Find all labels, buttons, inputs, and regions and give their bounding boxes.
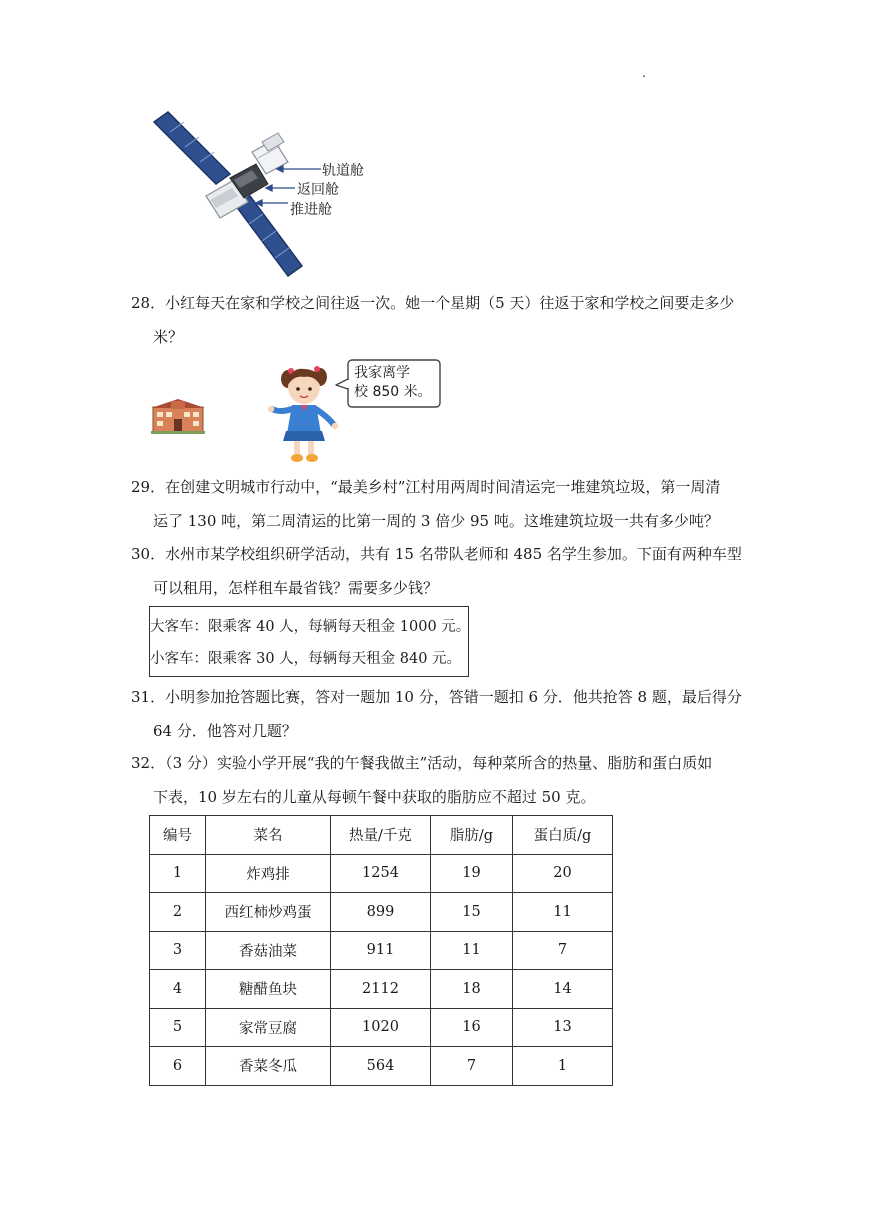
question-28 xyxy=(131,286,741,354)
q30-line1: 30．水州市某学校组织研学活动，共有 15 名带队老师和 485 名学生参加。下面有两种车型 xyxy=(131,545,742,563)
question-29 xyxy=(131,470,741,538)
q31-line1: 31．小明参加抢答题比赛，答对一题加 10 分，答错一题扣 6 分．他共抢答 8 题，最后得分 xyxy=(131,688,742,706)
table-cell: 7 xyxy=(431,1047,513,1086)
vehicle-rental-box xyxy=(149,606,469,677)
table-row xyxy=(150,1008,613,1047)
speech-bubble-text xyxy=(354,364,432,402)
table-cell: 1 xyxy=(150,854,206,893)
table-cell: 18 xyxy=(431,970,513,1009)
table-row xyxy=(150,970,613,1009)
table-cell: 1 xyxy=(513,1047,613,1086)
q28-line1: 28．小红每天在家和学校之间往返一次。她一个星期（5 天）往返于家和学校之间要走多少 xyxy=(131,294,735,312)
nutrition-table xyxy=(149,815,613,1086)
header-cell: 蛋白质/g xyxy=(513,816,613,855)
label-return-capsule: 返回舱 xyxy=(297,182,339,198)
q30-line2: 可以租用，怎样租车最省钱？需要多少钱？ xyxy=(153,579,439,597)
solar-panel-upper xyxy=(154,112,230,184)
table-cell: 4 xyxy=(150,970,206,1009)
table-cell: 11 xyxy=(431,931,513,970)
q32-line2: 下表，10 岁左右的儿童从每顿午餐中获取的脂肪应不超过 50 克。 xyxy=(153,788,596,806)
label-orbital-module: 轨道舱 xyxy=(322,163,364,179)
table-row xyxy=(150,854,613,893)
header-cell: 脂肪/g xyxy=(431,816,513,855)
table-cell: 糖醋鱼块 xyxy=(206,970,331,1009)
table-cell: 911 xyxy=(331,931,431,970)
q29-line2: 运了 130 吨，第二周清运的比第一周的 3 倍少 95 吨。这堆建筑垃圾一共有多少吨？ xyxy=(153,512,719,530)
q32-line1: 32．（3 分）实验小学开展“我的午餐我做主”活动，每种菜所含的热量、脂肪和蛋白质如 xyxy=(131,754,713,772)
table-cell: 3 xyxy=(150,931,206,970)
table-cell: 6 xyxy=(150,1047,206,1086)
q29-line1: 29．在创建文明城市行动中，“最美乡村”江村用两周时间清运完一堆建筑垃圾，第一周清 xyxy=(131,478,721,496)
table-row xyxy=(150,1047,613,1086)
label-propulsion-module: 推进舱 xyxy=(290,202,332,218)
table-cell: 炸鸡排 xyxy=(206,854,331,893)
table-cell: 564 xyxy=(331,1047,431,1086)
table-cell: 香菇油菜 xyxy=(206,931,331,970)
table-cell: 14 xyxy=(513,970,613,1009)
header-cell: 编号 xyxy=(150,816,206,855)
table-cell: 香菜冬瓜 xyxy=(206,1047,331,1086)
table-cell: 2 xyxy=(150,893,206,932)
question-32 xyxy=(131,746,741,814)
q31-line2: 64 分．他答对几题？ xyxy=(153,722,297,740)
table-cell: 11 xyxy=(513,893,613,932)
table-cell: 7 xyxy=(513,931,613,970)
table-cell: 19 xyxy=(431,854,513,893)
table-cell: 16 xyxy=(431,1008,513,1047)
table-cell: 2112 xyxy=(331,970,431,1009)
table-cell: 5 xyxy=(150,1008,206,1047)
bus-small-info: 小客车：限乘客 30 人，每辆每天租金 840 元。 xyxy=(150,651,462,667)
table-cell: 1254 xyxy=(331,854,431,893)
table-row xyxy=(150,931,613,970)
question-31 xyxy=(131,680,741,748)
table-cell: 20 xyxy=(513,854,613,893)
table-cell: 西红柿炒鸡蛋 xyxy=(206,893,331,932)
bubble-line2: 校 850 米。 xyxy=(354,384,432,400)
table-row xyxy=(150,893,613,932)
girl-figure xyxy=(268,359,344,465)
table-cell: 家常豆腐 xyxy=(206,1008,331,1047)
table-header-row xyxy=(150,816,613,855)
header-cell: 热量/千克 xyxy=(331,816,431,855)
table-cell: 15 xyxy=(431,893,513,932)
school-building-icon xyxy=(151,397,205,434)
bubble-line1: 我家离学 xyxy=(354,365,410,381)
top-mark: . xyxy=(642,66,646,80)
table-cell: 899 xyxy=(331,893,431,932)
question-30 xyxy=(131,537,741,605)
table-cell: 13 xyxy=(513,1008,613,1047)
q28-line2: 米？ xyxy=(153,328,184,346)
header-cell: 菜名 xyxy=(206,816,331,855)
table-cell: 1020 xyxy=(331,1008,431,1047)
bus-large-info: 大客车：限乘客 40 人，每辆每天租金 1000 元。 xyxy=(150,619,471,635)
